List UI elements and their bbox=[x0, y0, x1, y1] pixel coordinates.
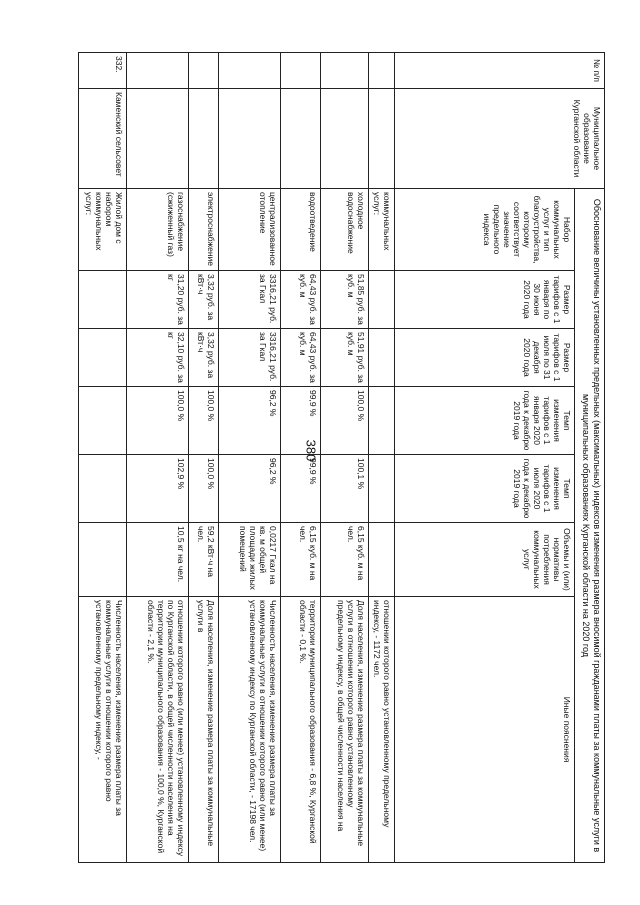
cell-num bbox=[189, 53, 219, 89]
cell-notes: Численность населения, изменение размера платы за коммунальные услуги в отношении которого равно установленному предельному индексу, - bbox=[79, 597, 127, 863]
cell-volumes: 59,2 кВт·ч на чел. bbox=[189, 523, 219, 597]
cell-tariff-jan: 64,43 руб. за куб. м bbox=[281, 271, 321, 329]
table-row bbox=[321, 53, 369, 863]
cell-growth-jul: 99,9 % bbox=[281, 455, 321, 523]
cell-set: газоснабжение (сжиженный газ) bbox=[127, 189, 189, 271]
cell-set: централизованное отопление bbox=[219, 189, 281, 271]
cell-volumes bbox=[369, 523, 395, 597]
cell-tariff-jul: 3316,21 руб. за Гкал bbox=[219, 329, 281, 387]
rotated-table-container bbox=[83, 52, 605, 862]
cell-set: холодное водоснабжение bbox=[321, 189, 369, 271]
table-row bbox=[127, 53, 189, 863]
cell-municipality bbox=[369, 89, 395, 189]
header-justification: Обоснование величины установленных предельных (максимальных) индексов изменения размера вносимой гражданами платы за коммунальные услуги в муниципальных образованиях Курганской области на 2020 год bbox=[575, 189, 605, 863]
cell-growth-jul bbox=[369, 455, 395, 523]
cell-growth-jul: 100,1 % bbox=[321, 455, 369, 523]
cell-municipality bbox=[189, 89, 219, 189]
cell-tariff-jul bbox=[79, 329, 127, 387]
table-row bbox=[281, 53, 321, 863]
cell-municipality bbox=[281, 89, 321, 189]
index-justification-table bbox=[78, 52, 605, 863]
header-num: № п/п bbox=[395, 53, 605, 89]
cell-set: электроснабжение bbox=[189, 189, 219, 271]
cell-municipality: Каменский сельсовет bbox=[79, 89, 127, 189]
cell-notes: Доля населения, изменение размера платы за коммунальные услуги в отношении которого равно установленному предельному индексу, в общей численности населения на bbox=[321, 597, 369, 863]
cell-notes: отношении которого равно установленному предельному индексу, - 1172 чел. bbox=[369, 597, 395, 863]
cell-growth-jan bbox=[369, 387, 395, 455]
cell-tariff-jul: 32,10 руб. за кг bbox=[127, 329, 189, 387]
cell-growth-jan bbox=[79, 387, 127, 455]
cell-num bbox=[127, 53, 189, 89]
cell-growth-jul: 100,0 % bbox=[189, 455, 219, 523]
header-notes: Иные пояснения bbox=[395, 597, 575, 863]
cell-num bbox=[219, 53, 281, 89]
cell-growth-jul: 96,2 % bbox=[219, 455, 281, 523]
cell-set: коммунальных услуг: bbox=[369, 189, 395, 271]
cell-tariff-jan bbox=[79, 271, 127, 329]
cell-num bbox=[369, 53, 395, 89]
cell-growth-jul bbox=[79, 455, 127, 523]
table-row bbox=[219, 53, 281, 863]
cell-volumes bbox=[79, 523, 127, 597]
header-tariff-jan: Размер тарифов с 1 января по 30 июня 2020 года bbox=[395, 271, 575, 329]
cell-tariff-jul: 3,32 руб. за кВт·ч bbox=[189, 329, 219, 387]
cell-set: водоотведение bbox=[281, 189, 321, 271]
cell-tariff-jan: 31,20 руб. за кг bbox=[127, 271, 189, 329]
cell-notes: Доля населения, изменение размера платы за коммунальные услуги в bbox=[189, 597, 219, 863]
header-set: Набор коммунальных услуг и тип благоустройства, которому соответствует значение предельного индекса bbox=[395, 189, 575, 271]
header-volumes: Объемы и (или) нормативы потребления коммунальных услуг bbox=[395, 523, 575, 597]
cell-notes: отношении которого равно (или менее) установленному индексу по Курганской области, в общей численности населения на территории муниципального образования - 100,0 %, Курганской области - 2,1 %. bbox=[127, 597, 189, 863]
cell-municipality bbox=[219, 89, 281, 189]
cell-num: 332. bbox=[79, 53, 127, 89]
cell-notes: территории муниципального образования - 6,8 %, Курганской области - 0,1 %. bbox=[281, 597, 321, 863]
cell-growth-jan: 100,0 % bbox=[127, 387, 189, 455]
cell-tariff-jan: 3316,21 руб. за Гкал bbox=[219, 271, 281, 329]
header-growth-jan: Темп изменения тарифов с 1 января 2020 года к декабрю 2019 года bbox=[395, 387, 575, 455]
cell-set: Жилой дом с набором коммунальных услуг: bbox=[79, 189, 127, 271]
cell-num bbox=[321, 53, 369, 89]
header-growth-jul: Темп изменения тарифов с 1 июля 2020 года к декабрю 2019 года bbox=[395, 455, 575, 523]
header-municipality: Муниципальное образование Курганской области bbox=[395, 89, 605, 189]
cell-volumes: 0,0217 Гкал на кв. м общей площади жилых помещений bbox=[219, 523, 281, 597]
cell-notes: Численность населения, изменение размера платы за коммунальные услуги в отношении которого равно (или менее) установленному индексу по Курганской области, - 17198 чел. bbox=[219, 597, 281, 863]
cell-tariff-jul bbox=[369, 329, 395, 387]
cell-tariff-jul: 64,43 руб. за куб. м bbox=[281, 329, 321, 387]
cell-municipality bbox=[127, 89, 189, 189]
cell-num bbox=[281, 53, 321, 89]
cell-growth-jul: 102,9 % bbox=[127, 455, 189, 523]
cell-growth-jan: 99,9 % bbox=[281, 387, 321, 455]
cell-tariff-jan: 51,85 руб. за куб. м bbox=[321, 271, 369, 329]
cell-growth-jan: 96,2 % bbox=[219, 387, 281, 455]
cell-municipality bbox=[321, 89, 369, 189]
cell-volumes: 10,5 кг на чел. bbox=[127, 523, 189, 597]
cell-volumes: 6,15 куб. м на чел. bbox=[281, 523, 321, 597]
header-tariff-jul: Размер тарифов с 1 июля по 31 декабря 2020 года bbox=[395, 329, 575, 387]
table-row bbox=[79, 53, 127, 863]
cell-tariff-jul: 51,91 руб. за куб. м bbox=[321, 329, 369, 387]
table-row bbox=[189, 53, 219, 863]
cell-growth-jan: 100,0 % bbox=[189, 387, 219, 455]
cell-tariff-jan: 3,32 руб. за кВт·ч bbox=[189, 271, 219, 329]
table-row bbox=[369, 53, 395, 863]
cell-growth-jan: 100,0 % bbox=[321, 387, 369, 455]
page-number: 380 bbox=[303, 439, 319, 462]
cell-tariff-jan bbox=[369, 271, 395, 329]
cell-volumes: 6,15 куб. м на чел. bbox=[321, 523, 369, 597]
